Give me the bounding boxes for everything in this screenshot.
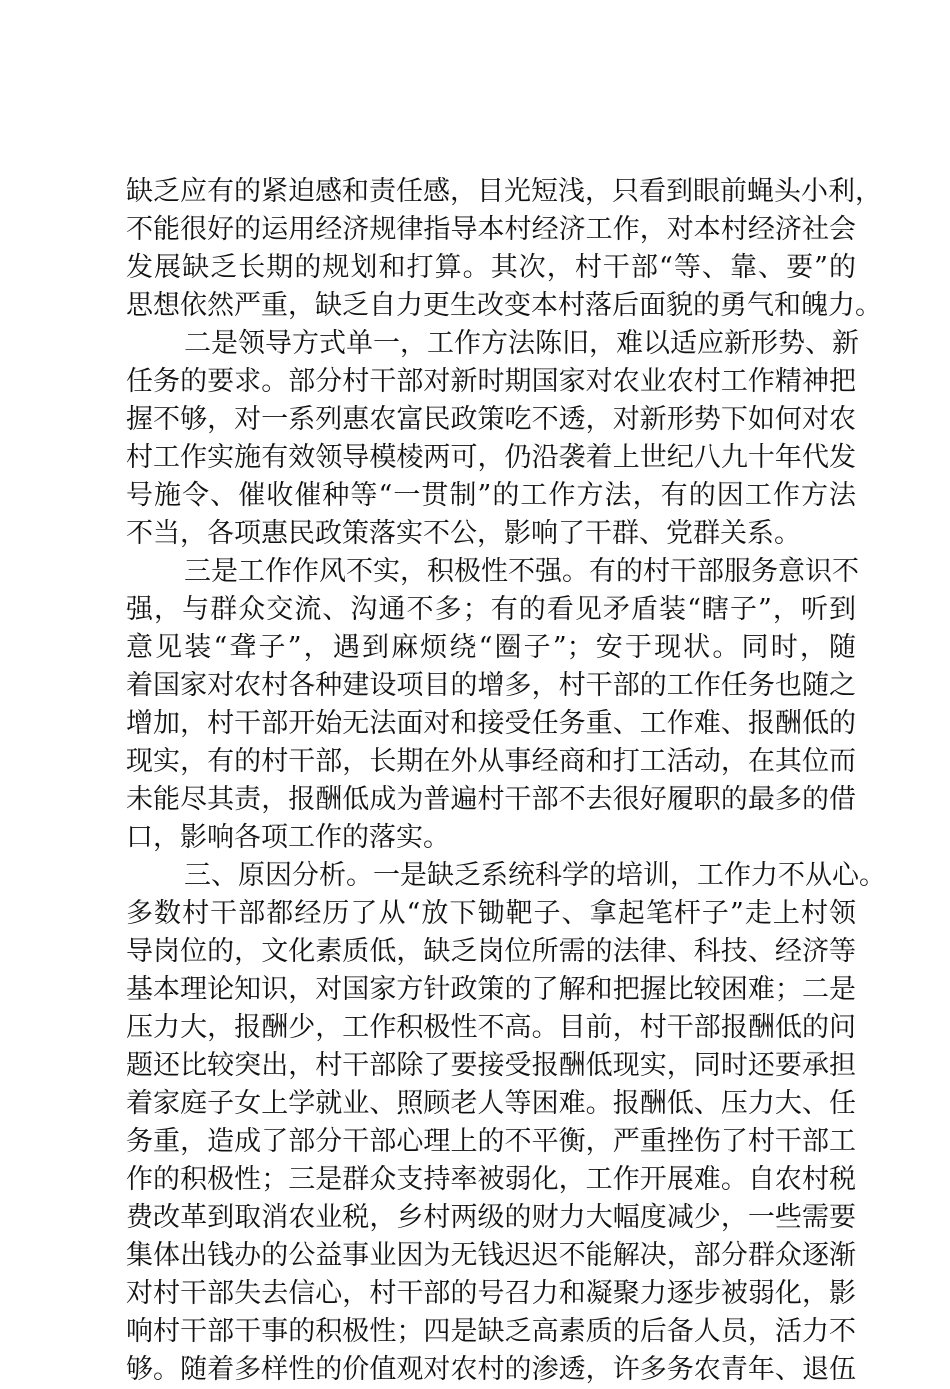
text-line: 握不够，对一系列惠农富民政策吃不透，对新形势下如何对农 [126,404,856,435]
text-line: 增加，村干部开始无法面对和接受任务重、工作难、报酬低的 [126,708,856,739]
text-line: 口，影响各项工作的落实。 [126,822,450,853]
text-line: 任务的要求。部分村干部对新时期国家对农业农村工作精神把 [126,366,856,397]
text-line: 不能很好的运用经济规律指导本村经济工作，对本村经济社会 [126,214,856,245]
text-line: 二是领导方式单一，工作方法陈旧，难以适应新形势、新 [184,328,859,359]
text-line: 村工作实施有效领导模棱两可，仍沿袭着上世纪八九十年代发 [126,442,856,473]
text-line: 导岗位的，文化素质低，缺乏岗位所需的法律、科技、经济等 [126,936,856,967]
text-line: 响村干部干事的积极性；四是缺乏高素质的后备人员，活力不 [126,1316,856,1347]
text-line: 对村干部失去信心，村干部的号召力和凝聚力逐步被弱化，影 [126,1278,856,1309]
paragraph-continuation [126,173,882,325]
paragraph-work-style [126,553,886,1389]
text-line: 号施令、催收催种等“一贯制”的工作方法，有的因工作方法 [126,480,856,511]
text-line: 作的积极性；三是群众支持率被弱化，工作开展难。自农村税 [126,1164,856,1195]
text-line: 够。随着多样性的价值观对农村的渗透，许多务农青年、退伍 [126,1354,856,1385]
text-line: 集体出钱办的公益事业因为无钱迟迟不能解决，部分群众逐渐 [126,1240,856,1271]
text-line: 务重，造成了部分干部心理上的不平衡，严重挫伤了村干部工 [126,1126,856,1157]
text-line: 现实，有的村干部，长期在外从事经商和打工活动，在其位而 [126,746,856,777]
text-line: 费改革到取消农业税，乡村两级的财力大幅度减少，一些需要 [126,1202,856,1233]
text-line: 三是工作作风不实，积极性不强。有的村干部服务意识不 [184,556,859,587]
text-line: 压力大，报酬少，工作积极性不高。目前，村干部报酬低的问 [126,1012,856,1043]
text-line: 着国家对农村各种建设项目的增多，村干部的工作任务也随之 [126,670,856,701]
text-line: 基本理论知识，对国家方针政策的了解和把握比较困难；二是 [126,974,856,1005]
text-line: 着家庭子女上学就业、照顾老人等困难。报酬低、压力大、任 [126,1088,856,1119]
paragraph-leadership [126,325,859,553]
text-line: 多数村干部都经历了从“放下锄靶子、拿起笔杆子”走上村领 [126,898,856,929]
text-line: 思想依然严重，缺乏自力更生改变本村落后面貌的勇气和魄力。 [126,290,882,321]
text-line: 缺乏应有的紧迫感和责任感，目光短浅，只看到眼前蝇头小利， [126,176,882,207]
text-line: 意见装“聋子”，遇到麻烦绕“圈子”；安于现状。同时，随 [126,632,856,663]
text-line: 题还比较突出，村干部除了要接受报酬低现实，同时还要承担 [126,1050,856,1081]
text-line: 三、原因分析。一是缺乏系统科学的培训，工作力不从心。 [184,860,886,891]
text-line: 不当，各项惠民政策落实不公，影响了干群、党群关系。 [126,518,801,549]
text-line: 未能尽其责，报酬低成为普遍村干部不去很好履职的最多的借 [126,784,856,815]
text-line: 发展缺乏长期的规划和打算。其次，村干部“等、靠、要”的 [126,252,856,283]
text-line: 强，与群众交流、沟通不多；有的看见矛盾装“瞎子”，听到 [126,594,856,625]
